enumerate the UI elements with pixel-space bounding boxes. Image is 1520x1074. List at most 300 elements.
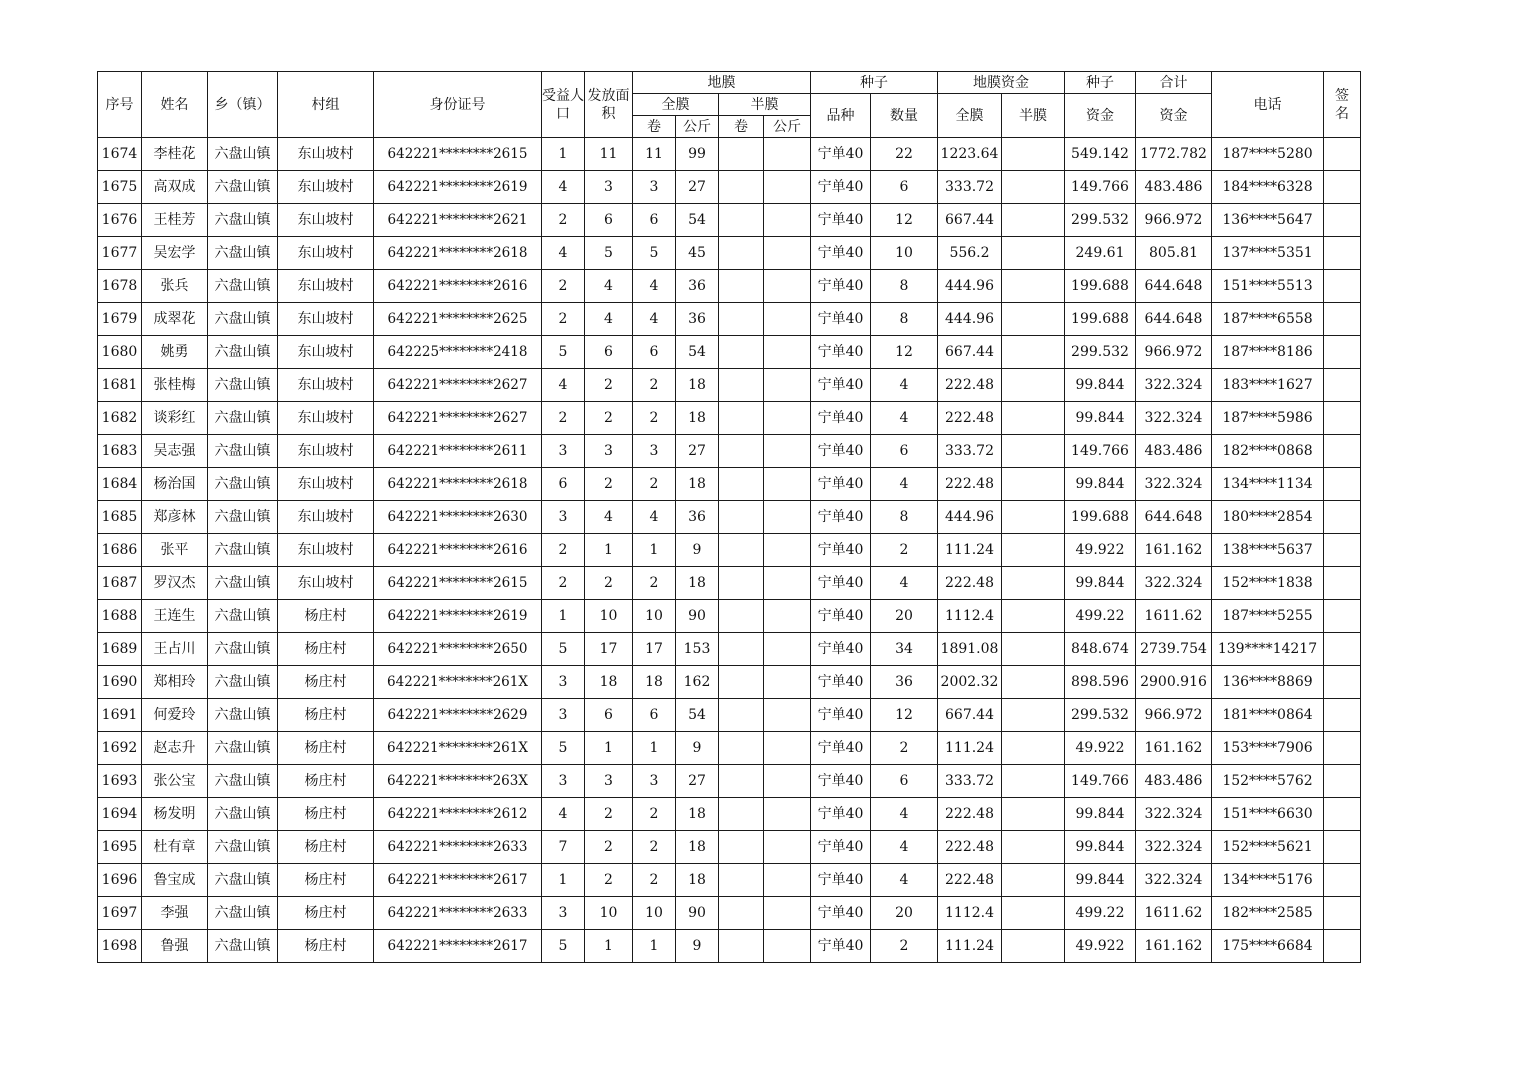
cell-benefit-population: 5 — [542, 336, 585, 369]
cell-id-number: 642221********2630 — [374, 501, 542, 534]
cell-village: 杨庄村 — [278, 600, 374, 633]
cell-total-fund: 483.486 — [1136, 171, 1212, 204]
header-film: 地膜 — [633, 72, 811, 94]
cell-distribution-area: 17 — [585, 633, 633, 666]
table-row — [98, 765, 1361, 798]
cell-total-fund: 1611.62 — [1136, 600, 1212, 633]
cell-seq: 1689 — [98, 633, 142, 666]
cell-signature — [1324, 204, 1361, 237]
cell-benefit-population: 5 — [542, 633, 585, 666]
cell-half-film-kg — [764, 732, 811, 765]
cell-full-film-roll: 1 — [633, 534, 676, 567]
cell-seq: 1688 — [98, 600, 142, 633]
cell-full-film-fund: 1112.4 — [938, 600, 1002, 633]
cell-benefit-population: 1 — [542, 138, 585, 171]
cell-seed-quantity: 2 — [871, 930, 938, 963]
header-benefit-population: 受益人口 — [542, 72, 585, 138]
cell-signature — [1324, 435, 1361, 468]
cell-seed-quantity: 10 — [871, 237, 938, 270]
cell-full-film-fund: 333.72 — [938, 171, 1002, 204]
cell-full-film-fund: 444.96 — [938, 303, 1002, 336]
cell-id-number: 642221********2621 — [374, 204, 542, 237]
cell-seed-variety: 宁单40 — [811, 600, 871, 633]
cell-half-film-roll — [719, 435, 764, 468]
cell-benefit-population: 2 — [542, 303, 585, 336]
cell-seed-variety: 宁单40 — [811, 732, 871, 765]
cell-full-film-roll: 18 — [633, 666, 676, 699]
cell-phone: 152****1838 — [1212, 567, 1324, 600]
header-name: 姓名 — [142, 72, 208, 138]
cell-name: 高双成 — [142, 171, 208, 204]
cell-id-number: 642221********2617 — [374, 864, 542, 897]
cell-full-film-fund: 444.96 — [938, 270, 1002, 303]
table-row — [98, 600, 1361, 633]
cell-full-film-kg: 18 — [676, 369, 719, 402]
cell-id-number: 642221********2619 — [374, 600, 542, 633]
cell-seed-variety: 宁单40 — [811, 633, 871, 666]
cell-signature — [1324, 501, 1361, 534]
cell-town: 六盘山镇 — [208, 567, 278, 600]
cell-phone: 137****5351 — [1212, 237, 1324, 270]
header-half-film: 半膜 — [719, 94, 811, 116]
cell-seed-variety: 宁单40 — [811, 402, 871, 435]
cell-seed-variety: 宁单40 — [811, 138, 871, 171]
table-row — [98, 435, 1361, 468]
cell-half-film-fund — [1002, 732, 1065, 765]
cell-seq: 1675 — [98, 171, 142, 204]
cell-benefit-population: 2 — [542, 402, 585, 435]
cell-half-film-kg — [764, 534, 811, 567]
cell-seed-quantity: 4 — [871, 864, 938, 897]
cell-phone: 182****0868 — [1212, 435, 1324, 468]
cell-seed-variety: 宁单40 — [811, 567, 871, 600]
cell-phone: 183****1627 — [1212, 369, 1324, 402]
cell-town: 六盘山镇 — [208, 666, 278, 699]
cell-name: 罗汉杰 — [142, 567, 208, 600]
cell-seq: 1692 — [98, 732, 142, 765]
cell-seed-fund: 249.61 — [1065, 237, 1136, 270]
cell-half-film-roll — [719, 633, 764, 666]
cell-half-film-fund — [1002, 633, 1065, 666]
cell-full-film-fund: 333.72 — [938, 765, 1002, 798]
cell-id-number: 642221********2619 — [374, 171, 542, 204]
cell-seed-variety: 宁单40 — [811, 171, 871, 204]
cell-full-film-kg: 27 — [676, 765, 719, 798]
cell-name: 成翠花 — [142, 303, 208, 336]
cell-benefit-population: 5 — [542, 930, 585, 963]
cell-seed-variety: 宁单40 — [811, 864, 871, 897]
cell-seq: 1679 — [98, 303, 142, 336]
cell-signature — [1324, 336, 1361, 369]
cell-town: 六盘山镇 — [208, 369, 278, 402]
cell-full-film-fund: 1891.08 — [938, 633, 1002, 666]
cell-half-film-fund — [1002, 138, 1065, 171]
cell-benefit-population: 3 — [542, 699, 585, 732]
cell-full-film-roll: 2 — [633, 468, 676, 501]
cell-full-film-roll: 2 — [633, 402, 676, 435]
cell-half-film-kg — [764, 930, 811, 963]
cell-town: 六盘山镇 — [208, 864, 278, 897]
header-full-film-fund: 全膜 — [938, 94, 1002, 138]
cell-full-film-kg: 153 — [676, 633, 719, 666]
cell-seed-fund: 149.766 — [1065, 171, 1136, 204]
cell-seed-fund: 99.844 — [1065, 567, 1136, 600]
cell-full-film-kg: 18 — [676, 831, 719, 864]
cell-full-film-kg: 54 — [676, 204, 719, 237]
cell-full-film-roll: 2 — [633, 831, 676, 864]
cell-village: 杨庄村 — [278, 897, 374, 930]
header-full-kg: 公斤 — [676, 116, 719, 138]
cell-full-film-kg: 99 — [676, 138, 719, 171]
cell-full-film-roll: 2 — [633, 567, 676, 600]
cell-half-film-kg — [764, 501, 811, 534]
cell-phone: 139****14217 — [1212, 633, 1324, 666]
cell-signature — [1324, 468, 1361, 501]
cell-benefit-population: 6 — [542, 468, 585, 501]
cell-half-film-roll — [719, 369, 764, 402]
table-row — [98, 897, 1361, 930]
cell-distribution-area: 2 — [585, 468, 633, 501]
cell-id-number: 642221********2650 — [374, 633, 542, 666]
header-id-number: 身份证号 — [374, 72, 542, 138]
cell-benefit-population: 3 — [542, 897, 585, 930]
cell-seed-variety: 宁单40 — [811, 369, 871, 402]
cell-phone: 136****5647 — [1212, 204, 1324, 237]
cell-distribution-area: 10 — [585, 600, 633, 633]
cell-distribution-area: 3 — [585, 171, 633, 204]
table-row — [98, 270, 1361, 303]
cell-full-film-kg: 27 — [676, 435, 719, 468]
cell-full-film-fund: 444.96 — [938, 501, 1002, 534]
cell-name: 张公宝 — [142, 765, 208, 798]
table-row — [98, 303, 1361, 336]
cell-half-film-fund — [1002, 666, 1065, 699]
cell-total-fund: 483.486 — [1136, 765, 1212, 798]
cell-distribution-area: 2 — [585, 567, 633, 600]
cell-full-film-kg: 18 — [676, 402, 719, 435]
cell-seq: 1685 — [98, 501, 142, 534]
cell-signature — [1324, 237, 1361, 270]
header-half-roll: 卷 — [719, 116, 764, 138]
cell-benefit-population: 4 — [542, 798, 585, 831]
cell-full-film-fund: 111.24 — [938, 930, 1002, 963]
cell-seed-quantity: 8 — [871, 270, 938, 303]
cell-benefit-population: 3 — [542, 501, 585, 534]
cell-seed-variety: 宁单40 — [811, 336, 871, 369]
cell-benefit-population: 2 — [542, 534, 585, 567]
cell-half-film-fund — [1002, 765, 1065, 798]
cell-phone: 175****6684 — [1212, 930, 1324, 963]
cell-total-fund: 322.324 — [1136, 864, 1212, 897]
cell-phone: 187****5986 — [1212, 402, 1324, 435]
table-row — [98, 864, 1361, 897]
cell-signature — [1324, 765, 1361, 798]
cell-seed-quantity: 8 — [871, 303, 938, 336]
cell-seed-variety: 宁单40 — [811, 831, 871, 864]
cell-town: 六盘山镇 — [208, 303, 278, 336]
cell-benefit-population: 2 — [542, 270, 585, 303]
distribution-ledger-table — [97, 71, 1361, 963]
cell-half-film-kg — [764, 600, 811, 633]
cell-town: 六盘山镇 — [208, 237, 278, 270]
cell-id-number: 642221********263X — [374, 765, 542, 798]
cell-signature — [1324, 732, 1361, 765]
cell-benefit-population: 2 — [542, 204, 585, 237]
cell-half-film-fund — [1002, 204, 1065, 237]
table-row — [98, 798, 1361, 831]
cell-seed-quantity: 4 — [871, 369, 938, 402]
cell-full-film-kg: 45 — [676, 237, 719, 270]
cell-phone: 181****0864 — [1212, 699, 1324, 732]
table-row — [98, 204, 1361, 237]
cell-full-film-roll: 17 — [633, 633, 676, 666]
cell-benefit-population: 5 — [542, 732, 585, 765]
cell-half-film-kg — [764, 138, 811, 171]
cell-half-film-roll — [719, 831, 764, 864]
cell-half-film-fund — [1002, 864, 1065, 897]
cell-seed-quantity: 12 — [871, 699, 938, 732]
cell-town: 六盘山镇 — [208, 468, 278, 501]
cell-half-film-fund — [1002, 336, 1065, 369]
cell-distribution-area: 3 — [585, 765, 633, 798]
cell-benefit-population: 3 — [542, 765, 585, 798]
cell-seed-fund: 149.766 — [1065, 435, 1136, 468]
cell-total-fund: 322.324 — [1136, 567, 1212, 600]
cell-benefit-population: 3 — [542, 435, 585, 468]
cell-phone: 134****1134 — [1212, 468, 1324, 501]
cell-total-fund: 966.972 — [1136, 336, 1212, 369]
cell-town: 六盘山镇 — [208, 633, 278, 666]
cell-seed-variety: 宁单40 — [811, 897, 871, 930]
cell-signature — [1324, 897, 1361, 930]
header-village: 村组 — [278, 72, 374, 138]
cell-seed-fund: 199.688 — [1065, 501, 1136, 534]
cell-half-film-roll — [719, 798, 764, 831]
cell-id-number: 642221********2633 — [374, 831, 542, 864]
cell-half-film-kg — [764, 237, 811, 270]
cell-village: 杨庄村 — [278, 798, 374, 831]
table-row — [98, 666, 1361, 699]
cell-distribution-area: 6 — [585, 204, 633, 237]
cell-half-film-roll — [719, 402, 764, 435]
cell-id-number: 642221********2615 — [374, 138, 542, 171]
cell-seed-fund: 199.688 — [1065, 303, 1136, 336]
cell-full-film-roll: 1 — [633, 732, 676, 765]
cell-half-film-roll — [719, 666, 764, 699]
cell-name: 鲁强 — [142, 930, 208, 963]
cell-benefit-population: 7 — [542, 831, 585, 864]
cell-seed-fund: 99.844 — [1065, 864, 1136, 897]
cell-seed-quantity: 36 — [871, 666, 938, 699]
table-row — [98, 237, 1361, 270]
cell-signature — [1324, 930, 1361, 963]
cell-half-film-kg — [764, 699, 811, 732]
cell-distribution-area: 18 — [585, 666, 633, 699]
cell-full-film-fund: 222.48 — [938, 567, 1002, 600]
cell-seq: 1674 — [98, 138, 142, 171]
cell-seed-quantity: 4 — [871, 567, 938, 600]
cell-id-number: 642221********2625 — [374, 303, 542, 336]
cell-distribution-area: 4 — [585, 270, 633, 303]
cell-id-number: 642221********2618 — [374, 237, 542, 270]
cell-village: 杨庄村 — [278, 864, 374, 897]
header-half-film-fund: 半膜 — [1002, 94, 1065, 138]
cell-half-film-fund — [1002, 798, 1065, 831]
cell-phone: 187****6558 — [1212, 303, 1324, 336]
cell-signature — [1324, 798, 1361, 831]
header-signature: 签名 — [1324, 72, 1361, 138]
cell-half-film-roll — [719, 534, 764, 567]
cell-full-film-kg: 36 — [676, 270, 719, 303]
cell-half-film-roll — [719, 930, 764, 963]
cell-half-film-roll — [719, 699, 764, 732]
cell-phone: 187****5255 — [1212, 600, 1324, 633]
cell-name: 郑相玲 — [142, 666, 208, 699]
cell-phone: 187****5280 — [1212, 138, 1324, 171]
cell-town: 六盘山镇 — [208, 798, 278, 831]
cell-phone: 153****7906 — [1212, 732, 1324, 765]
cell-village: 杨庄村 — [278, 930, 374, 963]
cell-half-film-roll — [719, 864, 764, 897]
table-row — [98, 369, 1361, 402]
cell-full-film-fund: 667.44 — [938, 699, 1002, 732]
cell-seed-variety: 宁单40 — [811, 270, 871, 303]
cell-full-film-kg: 90 — [676, 600, 719, 633]
table-row — [98, 732, 1361, 765]
cell-half-film-roll — [719, 303, 764, 336]
cell-distribution-area: 5 — [585, 237, 633, 270]
cell-village: 杨庄村 — [278, 666, 374, 699]
cell-full-film-kg: 18 — [676, 864, 719, 897]
cell-signature — [1324, 699, 1361, 732]
cell-half-film-kg — [764, 402, 811, 435]
cell-full-film-roll: 4 — [633, 501, 676, 534]
cell-name: 郑彦林 — [142, 501, 208, 534]
cell-half-film-roll — [719, 336, 764, 369]
cell-town: 六盘山镇 — [208, 897, 278, 930]
cell-distribution-area: 4 — [585, 501, 633, 534]
cell-total-fund: 1772.782 — [1136, 138, 1212, 171]
cell-distribution-area: 6 — [585, 336, 633, 369]
cell-half-film-roll — [719, 468, 764, 501]
cell-name: 张桂梅 — [142, 369, 208, 402]
cell-full-film-kg: 9 — [676, 732, 719, 765]
cell-id-number: 642221********2611 — [374, 435, 542, 468]
cell-half-film-roll — [719, 897, 764, 930]
cell-half-film-fund — [1002, 699, 1065, 732]
cell-benefit-population: 1 — [542, 864, 585, 897]
cell-full-film-roll: 11 — [633, 138, 676, 171]
table-row — [98, 930, 1361, 963]
cell-seed-quantity: 34 — [871, 633, 938, 666]
cell-distribution-area: 2 — [585, 402, 633, 435]
cell-total-fund: 322.324 — [1136, 468, 1212, 501]
cell-half-film-kg — [764, 798, 811, 831]
cell-signature — [1324, 270, 1361, 303]
cell-half-film-fund — [1002, 897, 1065, 930]
cell-full-film-roll: 6 — [633, 699, 676, 732]
cell-seed-variety: 宁单40 — [811, 798, 871, 831]
cell-village: 东山坡村 — [278, 171, 374, 204]
cell-name: 杨发明 — [142, 798, 208, 831]
cell-distribution-area: 2 — [585, 831, 633, 864]
cell-total-fund: 322.324 — [1136, 831, 1212, 864]
cell-seq: 1697 — [98, 897, 142, 930]
cell-signature — [1324, 600, 1361, 633]
cell-name: 鲁宝成 — [142, 864, 208, 897]
cell-town: 六盘山镇 — [208, 171, 278, 204]
cell-distribution-area: 2 — [585, 369, 633, 402]
cell-phone: 151****6630 — [1212, 798, 1324, 831]
cell-name: 赵志升 — [142, 732, 208, 765]
cell-seed-quantity: 22 — [871, 138, 938, 171]
cell-seed-quantity: 2 — [871, 534, 938, 567]
cell-distribution-area: 11 — [585, 138, 633, 171]
cell-phone: 134****5176 — [1212, 864, 1324, 897]
cell-full-film-fund: 333.72 — [938, 435, 1002, 468]
cell-half-film-kg — [764, 831, 811, 864]
cell-town: 六盘山镇 — [208, 501, 278, 534]
cell-total-fund: 1611.62 — [1136, 897, 1212, 930]
cell-seed-quantity: 12 — [871, 204, 938, 237]
table-row — [98, 567, 1361, 600]
cell-seed-fund: 848.674 — [1065, 633, 1136, 666]
cell-distribution-area: 2 — [585, 798, 633, 831]
cell-seed-fund: 49.922 — [1065, 930, 1136, 963]
cell-seq: 1698 — [98, 930, 142, 963]
cell-benefit-population: 3 — [542, 666, 585, 699]
cell-full-film-kg: 90 — [676, 897, 719, 930]
cell-full-film-fund: 667.44 — [938, 204, 1002, 237]
cell-signature — [1324, 633, 1361, 666]
cell-full-film-roll: 3 — [633, 765, 676, 798]
cell-full-film-kg: 9 — [676, 534, 719, 567]
cell-half-film-roll — [719, 567, 764, 600]
cell-seed-fund: 299.532 — [1065, 204, 1136, 237]
cell-distribution-area: 3 — [585, 435, 633, 468]
cell-seq: 1693 — [98, 765, 142, 798]
cell-seed-variety: 宁单40 — [811, 501, 871, 534]
cell-seq: 1687 — [98, 567, 142, 600]
cell-name: 杜有章 — [142, 831, 208, 864]
cell-distribution-area: 1 — [585, 930, 633, 963]
cell-half-film-fund — [1002, 831, 1065, 864]
cell-seq: 1683 — [98, 435, 142, 468]
cell-half-film-kg — [764, 270, 811, 303]
cell-seed-quantity: 8 — [871, 501, 938, 534]
cell-village: 东山坡村 — [278, 138, 374, 171]
cell-half-film-kg — [764, 864, 811, 897]
header-town: 乡（镇） — [208, 72, 278, 138]
cell-seq: 1691 — [98, 699, 142, 732]
cell-village: 东山坡村 — [278, 567, 374, 600]
cell-seed-quantity: 6 — [871, 435, 938, 468]
cell-id-number: 642221********2633 — [374, 897, 542, 930]
cell-total-fund: 966.972 — [1136, 699, 1212, 732]
cell-name: 王占川 — [142, 633, 208, 666]
cell-phone: 187****8186 — [1212, 336, 1324, 369]
cell-half-film-fund — [1002, 303, 1065, 336]
cell-village: 东山坡村 — [278, 435, 374, 468]
cell-full-film-roll: 5 — [633, 237, 676, 270]
header-seed-fund-top: 种子 — [1065, 72, 1136, 94]
cell-town: 六盘山镇 — [208, 435, 278, 468]
cell-village: 杨庄村 — [278, 633, 374, 666]
cell-full-film-roll: 1 — [633, 930, 676, 963]
cell-seed-quantity: 4 — [871, 402, 938, 435]
cell-half-film-fund — [1002, 501, 1065, 534]
cell-village: 杨庄村 — [278, 765, 374, 798]
